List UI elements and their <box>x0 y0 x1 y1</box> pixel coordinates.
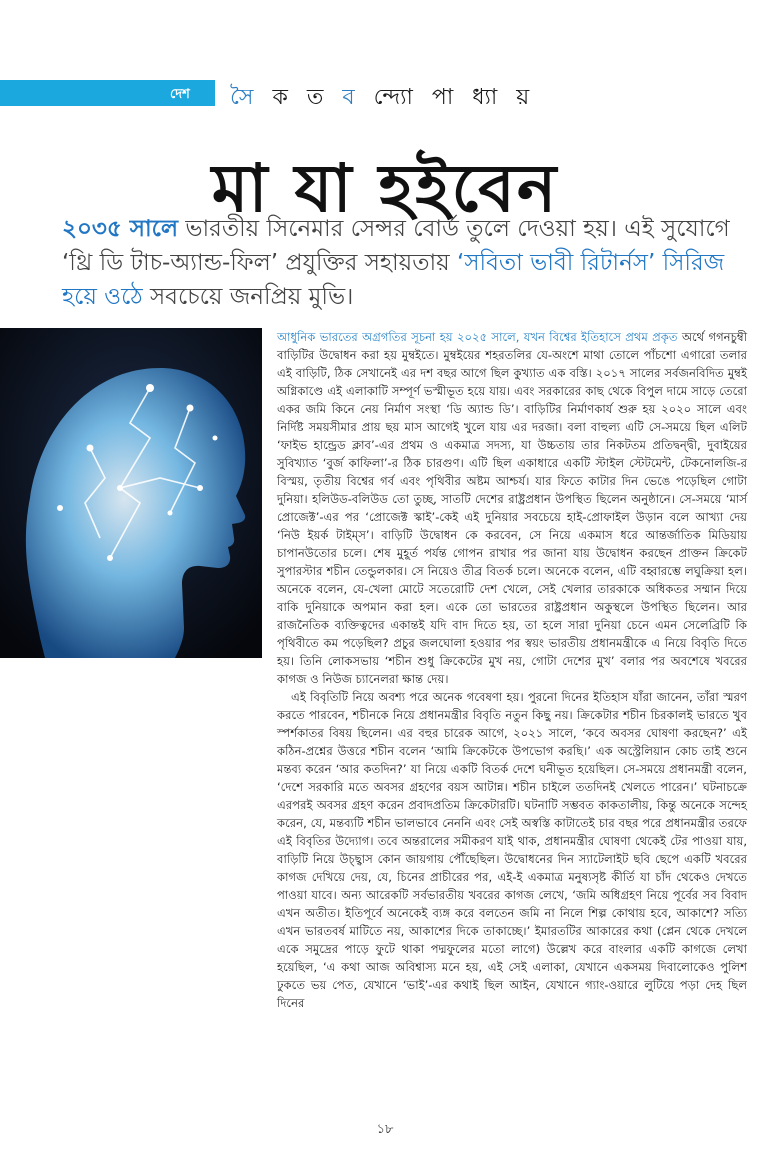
body-paragraph-2: এই বিবৃতিটি নিয়ে অবশ্য পরে অনেক গবেষণা হয়। পুরনো দিনের ইতিহাস যাঁরা জানেন, তাঁরা স্মরণ করতে পারবেন, শচীনকে নিয়ে প্রধানমন্ত্রীর বিবৃতি নতুন কিছু নয়। ক্রিকেটার শচীন চিরকালই ভারতে খুব স্পর্শকাতর বিষয় ছিলেন। এর বহুর চারেক আগে, ২০২১ সালে, ‘কবে অবসর ঘোষণা করছেন?’ এই কঠিন-প্রশ্নের উত্তরে শচীন বলেন ‘আমি ক্রিকেটকে উপভোগ করছি।’ এক অস্ট্রেলিয়ান কোচ তাই শুনে মন্তব্য করেন ‘আর কতদিন?’ যা নিয়ে একটি বিতর্ক দেশে ঘনীভূত হয়েছিল। সে-সময়ে প্রধানমন্ত্রী বলেন, ‘দেশে সরকারি মতে অবসর গ্রহণের বয়স আটান্ন। শচীন চাইলে ততদিনই খেলতে পারেন।’ ঘটনাচক্রে এরপরই অবসর গ্রহণ করেন প্রবাদপ্রতিম ক্রিকেটারটি। ঘটনাটি সম্ভবত কাকতালীয়, কিন্তু অনেকে সন্দেহ করেন, যে, মন্তব্যটি শচীন ভালভাবে নেননি এবং সেই অস্বস্তি কাটাতেই চার বছর পরে প্রধানমন্ত্রীর তরফে এই বিবৃতির উদ্যোগ। তবে অন্তরালের সমীকরণ যাই থাক, প্রধানমন্ত্রীর ঘোষণা থেকেই টের পাওয়া যায়, বাড়িটি নিয়ে উচ্ছ্বাস কোন জায়গায় পৌঁছেছিল। উদ্বোধনের দিন স্যাটেলাইট ছবি ছেপে একটি খবরের কাগজ দেখিয়ে দেয়, যে, চিনের প্রাচীরের পর, এই-ই একমাত্র মনুষ্যসৃষ্ট কীর্তি যা চাঁদ থেকেও দেখতে পাওয়া যাবে। অন্য আরেকটি সর্বভারতীয় খবরের কাগজ লেখে, ‘জমি অধিগ্রহণ নিয়ে পূর্বের সব বিবাদ এখন অতীত। ইতিপূর্বে অনেকেই ব্যঙ্গ করে বলতেন জমি না নিলে শিল্প কোথায় হবে, আকাশে? সত্যি এখন ভারতবর্ষ মাটিতে নয়, আকাশের দিকে তাকাচ্ছে।’ ইমারতটির আকারের কথা (প্লেন থেকে দেখলে একে সমুদ্রের পাড়ে ফুটে থাকা পদ্মফুলের মতো লাগে) উল্লেখ করে বাংলার একটি কাগজে লেখা হয়েছিল, ‘এ কথা আজ অবিশ্বাস্য মনে হয়, এই সেই এলাকা, যেখানে একসময় দিবালোকেও পুলিশ ঢুকতে ভয় পেত, যেখানে ‘ভাই’-এর কথাই ছিল আইন, যেখানে গ্যাং-ওয়ারে লুটিয়ে পড়া দেহ ছিল দিনের <box>277 690 747 1010</box>
article-body <box>277 328 747 1012</box>
body-lead: আধুনিক ভারতের অগ্রগতির সূচনা হয় ২০২৫ সালে, যখন বিশ্বের ইতিহাসে প্রথম প্রকৃত <box>277 330 678 344</box>
intro-paragraph <box>62 212 742 314</box>
author-rest: ন্দ্যো পা ধ্যা য় <box>360 85 536 110</box>
intro-part2 <box>655 250 662 276</box>
author-mid2: ব <box>342 85 361 110</box>
intro-part1: ভারতীয় সিনেমার সেন্সর বোর্ড তুলে দেওয়া হয়। এই সুযোগে ‘থ্রি ডি টাচ-অ্যান্ড-ফিল’ প্রযুক্তির সহায়তায় <box>62 216 730 276</box>
body-paragraph-1: অর্থে গগনচুম্বী বাড়িটির উদ্বোধন করা হয় মুম্বইতে। মুম্বইয়ের শহরতলির যে-অংশে মাথা তোলে পাঁচশো এগারো তলার এই বাড়িটি, ঠিক সেখানেই এর দশ বছর আগে ছিল কুখ্যাত এক বস্তি। ২০১৭ সালের সর্বজনবিদিত মুম্বই অগ্নিকাণ্ডে এই এলাকাটি সম্পূর্ণ ভস্মীভূত হয়ে যায়। এবং সরকারের কাছ থেকে বিপুল দামে সাড়ে তেরো একর জমি কিনে নেয় নির্মাণ সংস্থা ‘ডি অ্যান্ড ডি’। বাড়িটির নির্মাণকার্য শুরু হয় ২০২০ সালে এবং নির্দিষ্ট সময়সীমার প্রায় ছয় মাস আগেই খুলে যায় এর দরজা। বলা বাহুল্য এটি সে-সময়ে ছিল এলিট ‘ফাইভ হান্ড্রেড ক্লাব’-এর প্রথম ও একমাত্র সদস্য, যা উচ্চতায় তার নিকটতম প্রতিদ্বন্দ্বী, দুবাইয়ের সুবিখ্যাত ‘বুর্জ কাফিলা’-র ঠিক চারগুণ। এটি ছিল একাধারে একটি স্টাইল স্টেটমেন্ট, টেকনোলজি-র বিস্ময়, তৃতীয় বিশ্বের গর্ব এবং পৃথিবীর অষ্টম আশ্চর্য। যার ফিতে কাটার দিন ভেঙে পড়েছিল গোটা দুনিয়া। হলিউড-বলিউড তো তুচ্ছ, সাতটি দেশের রাষ্ট্রপ্রধান উপস্থিত ছিলেন অনুষ্ঠানে। সে-সময়ে ‘মার্স প্রোজেক্ট’-এর পর ‘প্রোজেক্ট স্কাই’-কেই এই দুনিয়ার সবচেয়ে হাই-প্রোফাইল উড়ান বলে আখ্যা দেয় ‘নিউ ইয়র্ক টাইম্‌স’। বাড়িটি উদ্বোধন কে করবেন, সে নিয়ে একমাস ধরে আন্তর্জাতিক মিডিয়ায় চাপানউতোর চলে। শেষ মুহূর্ত পর্যন্ত গোপন রাখার পর জানা যায় উদ্বোধন করছেন প্রাক্তন ক্রিকেট সুপারস্টার শচীন তেন্ডুলকার। সে নিয়েও তীব্র বিতর্ক চলে। অনেকে বলেন, এটি বহ্বারম্ভে লঘুক্রিয়া হল। অনেকে বলেন, যে-খেলা মোটে সতেরোটি দেশ খেলে, সেই খেলার তারকাকে অধিকতর সম্মান দিয়ে বাকি দুনিয়াকে অপমান করা হল। একে তো ভারতের রাষ্ট্রপ্রধান অকুস্থলে উপস্থিত ছিলেন। আর রাজনৈতিক ব্যক্তিত্বদের একান্তই যদি বাদ দিতে হয়, তা হলে সারা দুনিয়া চেনে এমন সেলেব্রিটি কি পৃথিবীতে কম পড়েছিল? প্রচুর জলঘোলা হওয়ার পর স্বয়ং ভারতীয় প্রধানমন্ত্রীকে এ নিয়ে বিবৃতি দিতে হয়। তিনি লোকসভায় ‘শচীন শুধু ক্রিকেটের মুখ নয়, গোটা দেশের মুখ’ বলার পর অবশেষে খবরের কাগজ ও নিউজ চ্যানেলরা ক্ষান্ত দেয়। <box>277 330 748 686</box>
intro-highlight1: ‘সবিতা ভাবী রিটার্নস’ <box>457 250 656 276</box>
intro-highlight2: সিরিজ হয়ে ওঠে <box>62 250 725 310</box>
head-illustration <box>0 328 262 658</box>
intro-part3: সবচেয়ে জনপ্রিয় মুভি। <box>142 284 354 310</box>
author-name <box>230 80 535 117</box>
headline: মা যা হইবেন <box>211 149 559 227</box>
author-mid1: ক ত <box>272 85 343 110</box>
intro-year: ২০৩৫ সালে <box>62 216 179 242</box>
author-first: সৈ <box>230 85 260 110</box>
page-number: ১৮ <box>376 1122 394 1137</box>
human-head-profile-lightning-icon <box>0 328 262 658</box>
section-label: দেশ <box>170 87 190 102</box>
